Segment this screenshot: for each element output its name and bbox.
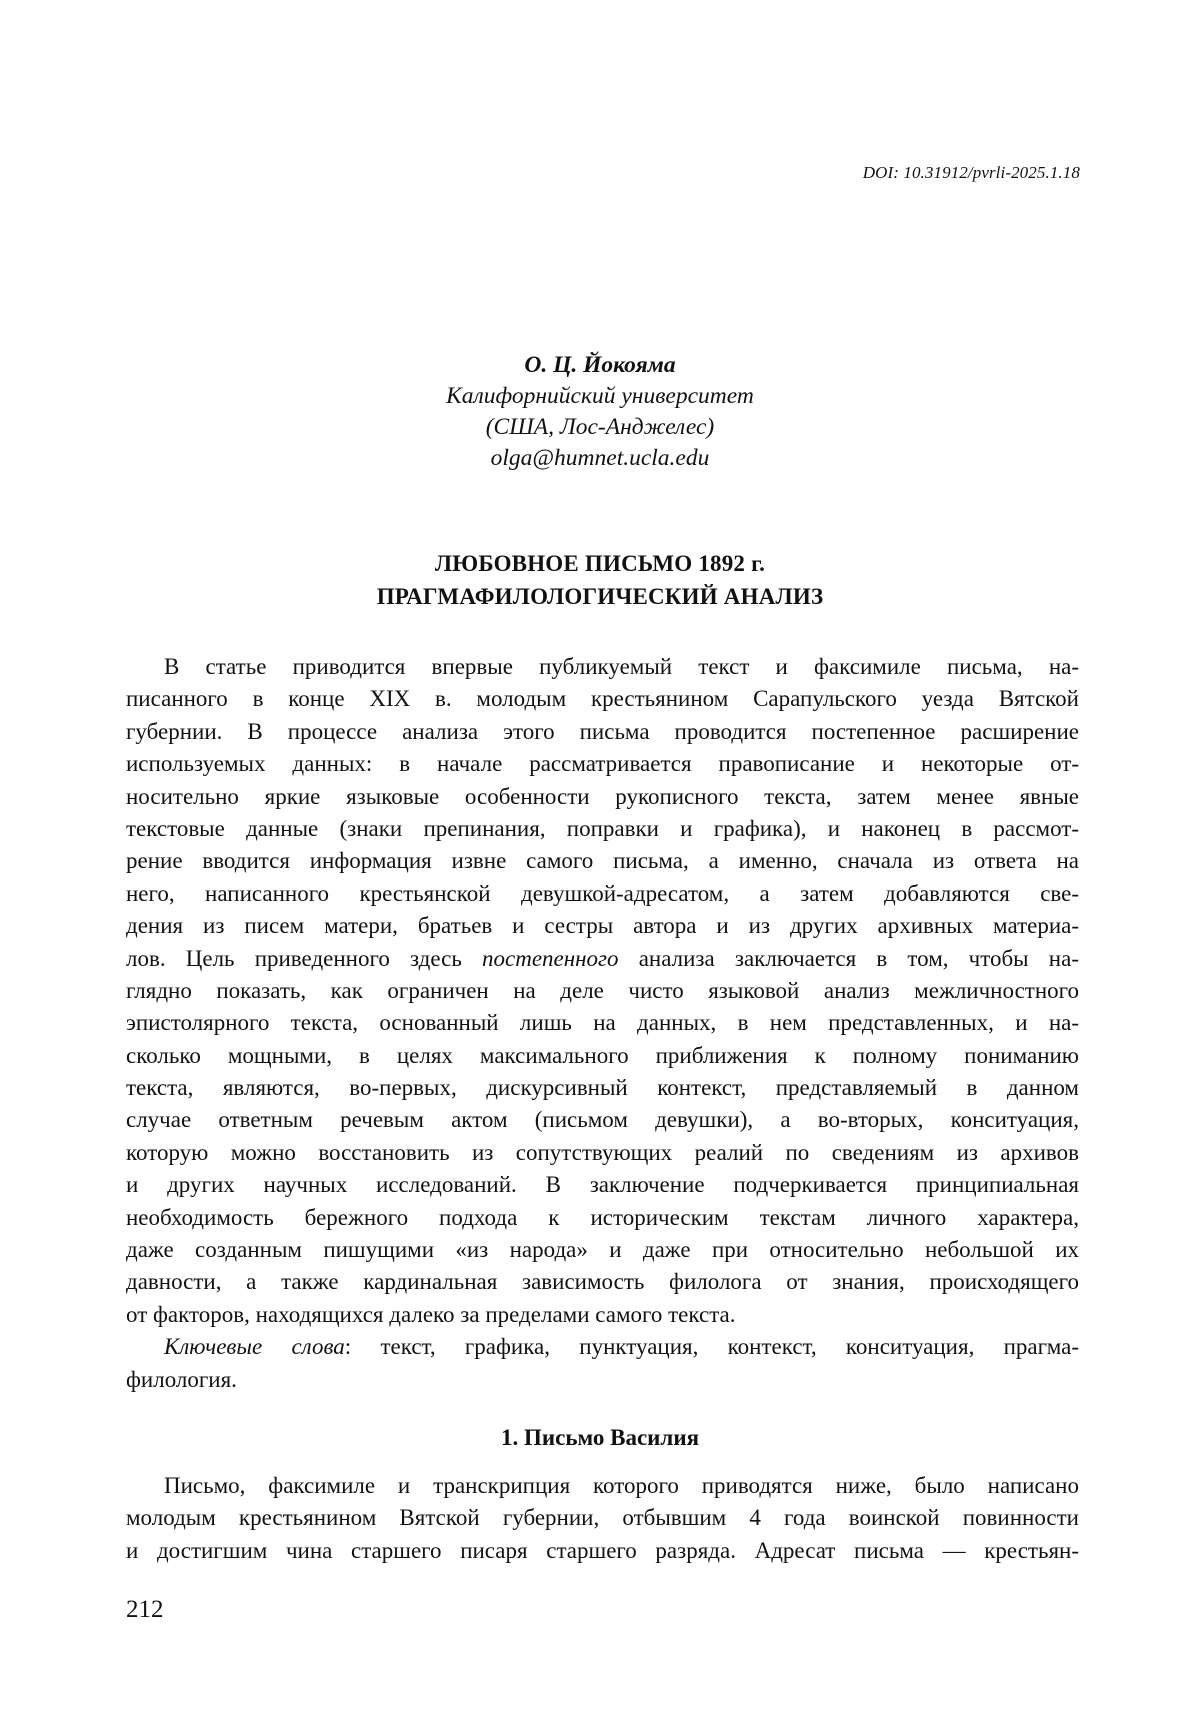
abstract-line: рение вводится информация извне самого письма, а именно, сначала из ответа на — [126, 848, 1079, 874]
author-name: О. Ц. Йокояма — [524, 352, 676, 378]
body-line: молодым крестьянином Вятской губернии, отбывшим 4 года воинской повинности — [126, 1505, 1079, 1531]
abstract-line: давности, а также кардинальная зависимость филолога от знания, происходящего — [126, 1269, 1079, 1295]
abstract-line: и других научных исследований. В заключение подчеркивается принципиальная — [126, 1172, 1079, 1198]
abstract-line: дения из писем матери, братьев и сестры автора и из других архивных материа- — [126, 913, 1079, 939]
page-number: 212 — [126, 1596, 164, 1623]
author-location: (США, Лос-Анджелес) — [485, 414, 715, 440]
abstract-line: даже созданным пишущими «из народа» и даже при относительно небольшой их — [126, 1237, 1079, 1263]
abstract-text: лов. Цель приведенного здесь — [126, 945, 482, 971]
abstract-line: глядно показать, как ограничен на деле чисто языковой анализ межличностного — [126, 977, 1079, 1003]
section-heading: 1. Письмо Василия — [500, 1425, 700, 1450]
body-line: Письмо, факсимиле и транскрипция которого приводятся ниже, было написано — [164, 1473, 1079, 1498]
abstract-line: от факторов, находящихся далеко за пределами самого текста. — [126, 1301, 736, 1327]
abstract-line: писанного в конце XIX в. молодым крестьянином Сарапульского уезда Вятской — [126, 686, 1079, 712]
abstract-line: сколько мощными, в целях максимального приближения к полному пониманию — [126, 1042, 1079, 1068]
abstract-line: которую можно восстановить из сопутствующих реалий по сведениям из архивов — [126, 1139, 1079, 1165]
abstract-emphasis: постепенного — [482, 945, 619, 971]
keywords-line — [126, 1331, 1079, 1363]
section-body — [126, 1470, 1079, 1567]
abstract-line: необходимость бережного подхода к историческим текстам личного характера, — [126, 1204, 1079, 1230]
abstract-line: носительно яркие языковые особенности рукописного текста, затем менее явные — [126, 783, 1079, 809]
abstract-line: используемых данных: в начале рассматривается правописание и некоторые от- — [126, 751, 1079, 777]
abstract-line: эпистолярного текста, основанный лишь на данных, в нем представленных, и на- — [126, 1010, 1079, 1036]
article-title-line-1: ЛЮБОВНОЕ ПИСЬМО 1892 г. — [434, 551, 766, 576]
abstract-line: текста, являются, во-первых, дискурсивный контекст, представляемый в данном — [126, 1075, 1079, 1101]
abstract — [126, 651, 1079, 1396]
abstract-line — [126, 943, 1079, 975]
article-title — [0, 547, 1200, 613]
abstract-line: случае ответным речевым актом (письмом девушки), а во-вторых, конситуация, — [126, 1107, 1079, 1133]
author-affiliation: Калифорнийский университет — [446, 383, 754, 409]
doi-label: DOI: 10.31912/pvrli-2025.1.18 — [862, 163, 1080, 182]
body-line: и достигшим чина старшего писаря старшего разряда. Адресат письма — крестьян- — [126, 1537, 1079, 1563]
author-email[interactable]: olga@humnet.ucla.edu — [490, 445, 710, 471]
abstract-text: анализа заключается в том, чтобы на- — [618, 945, 1079, 971]
article-title-line-2: ПРАГМАФИЛОЛОГИЧЕСКИЙ АНАЛИЗ — [376, 584, 824, 609]
abstract-line: текстовые данные (знаки препинания, поправки и графика), и наконец в рассмот- — [126, 815, 1079, 841]
author-block — [0, 350, 1200, 474]
keywords-text: : текст, графика, пунктуация, контекст, конситуация, прагма- — [344, 1334, 1080, 1360]
keywords-line: филология. — [126, 1366, 237, 1392]
abstract-line: него, написанного крестьянской девушкой-адресатом, а затем добавляются све- — [126, 880, 1079, 906]
keywords-label: Ключевые слова — [164, 1334, 345, 1360]
abstract-line: губернии. В процессе анализа этого письма проводится постепенное расширение — [126, 718, 1079, 744]
abstract-line: В статье приводится впервые публикуемый текст и факсимиле письма, на- — [164, 654, 1079, 679]
